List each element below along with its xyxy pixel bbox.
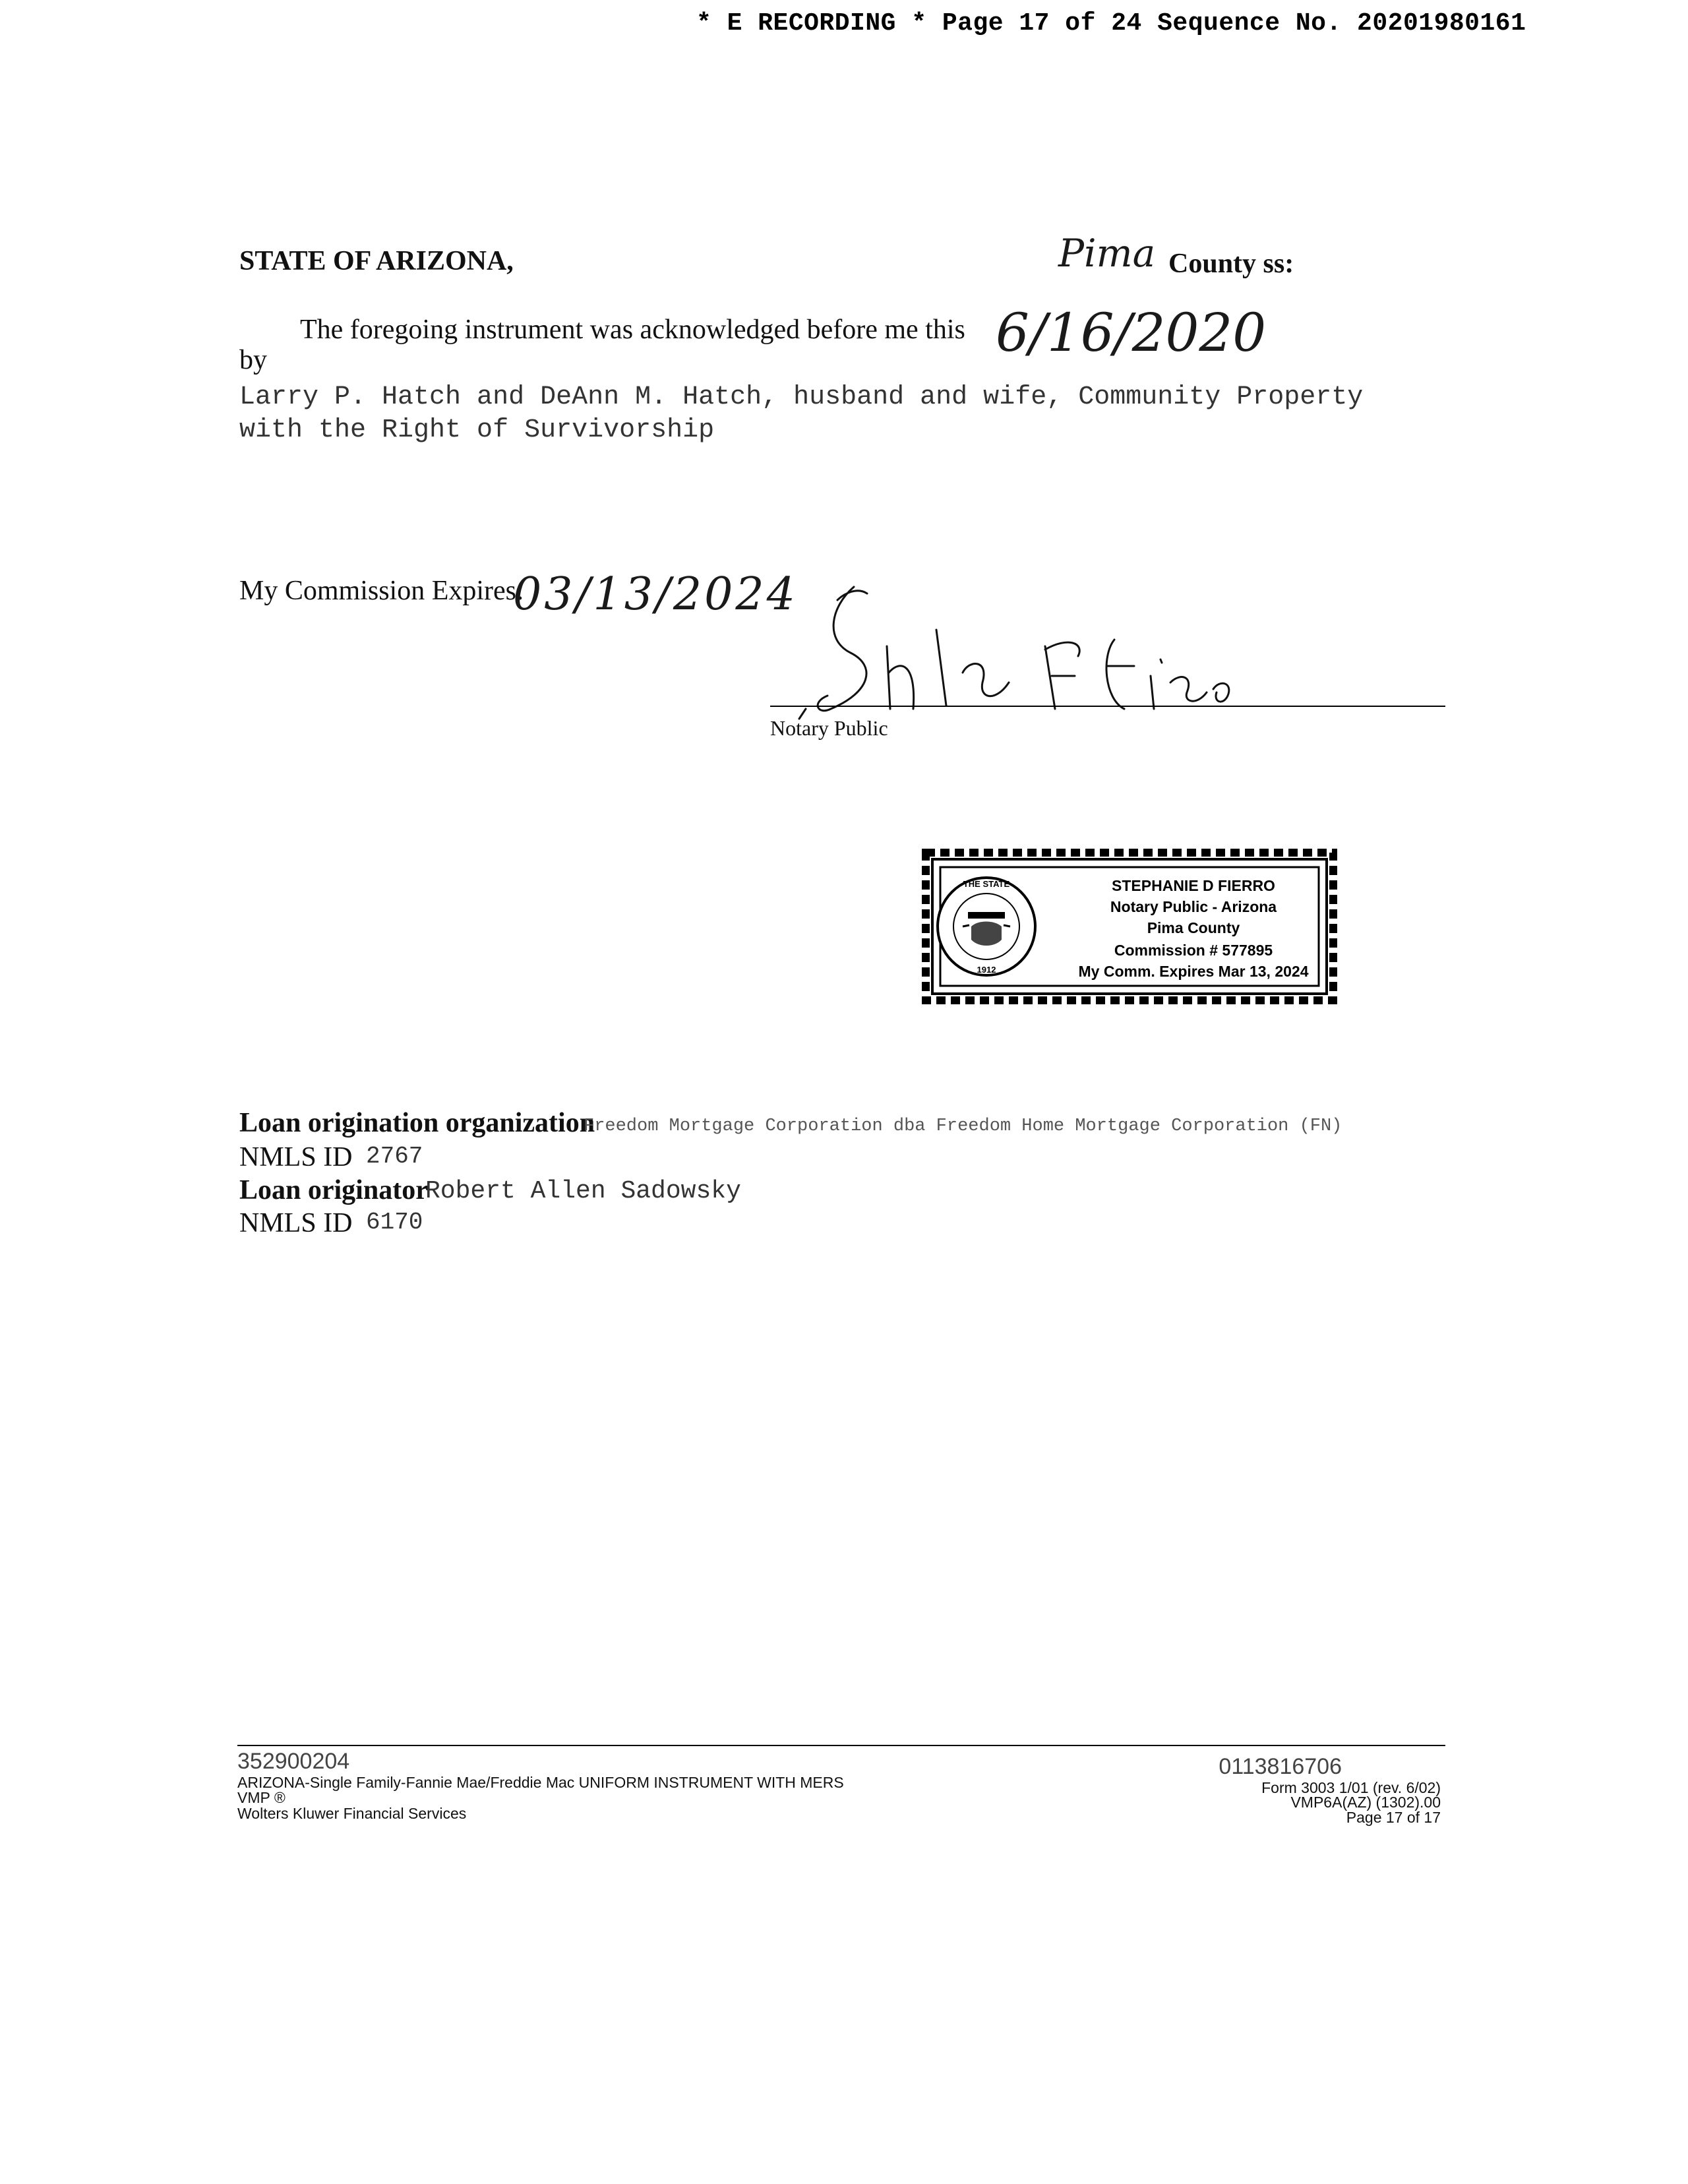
stamp-commission-number: Commission # 577895 bbox=[1114, 942, 1273, 959]
svg-text:1912: 1912 bbox=[977, 965, 996, 975]
stamp-notary-title: Notary Public - Arizona bbox=[1110, 898, 1277, 915]
nmls-id-label: NMLS ID bbox=[239, 1142, 353, 1172]
by-label: by bbox=[239, 345, 267, 375]
acknowledgment-text: The foregoing instrument was acknowledged before me this bbox=[300, 315, 965, 345]
footer-page-number: Page 17 of 17 bbox=[1346, 1809, 1441, 1826]
footer-publisher: Wolters Kluwer Financial Services bbox=[237, 1805, 467, 1822]
footer-document-number: 0113816706 bbox=[1219, 1754, 1342, 1779]
parties-line-2: with the Right of Survivorship bbox=[239, 415, 715, 445]
loan-originator-label: Loan originator bbox=[239, 1175, 428, 1205]
arizona-seal-icon bbox=[938, 878, 1035, 975]
notary-signature bbox=[791, 567, 1253, 739]
footer-loan-number: 352900204 bbox=[237, 1749, 350, 1774]
footer-form-title: ARIZONA-Single Family-Fannie Mae/Freddie Mac UNIFORM INSTRUMENT WITH MERS bbox=[237, 1774, 844, 1791]
nmls-id-label: NMLS ID bbox=[239, 1208, 353, 1238]
notary-public-label: Notary Public bbox=[770, 716, 888, 740]
state-label: STATE OF ARIZONA, bbox=[239, 246, 514, 276]
svg-text:THE STATE: THE STATE bbox=[963, 879, 1010, 889]
recording-header: * E RECORDING * Page 17 of 24 Sequence No. 20201980161 bbox=[696, 9, 1526, 38]
loan-org-label: Loan origination organization bbox=[239, 1108, 595, 1138]
commission-date-handwritten: 03/13/2024 bbox=[513, 568, 798, 621]
stamp-county: Pima County bbox=[1147, 919, 1240, 936]
footer-rule bbox=[237, 1745, 1445, 1746]
footer-form-code: VMP6A(AZ) (1302).00 bbox=[1290, 1794, 1441, 1811]
loan-org-value: Freedom Mortgage Corporation dba Freedom Home Mortgage Corporation (FN) bbox=[584, 1116, 1342, 1136]
acknowledgment-date-handwritten: 6/16/2020 bbox=[996, 302, 1267, 363]
county-label: County ss: bbox=[1168, 249, 1294, 279]
commission-expires-label: My Commission Expires: bbox=[239, 576, 524, 606]
stamp-expiration: My Comm. Expires Mar 13, 2024 bbox=[1078, 963, 1309, 980]
nmls-id-value: 2767 bbox=[366, 1143, 423, 1170]
county-handwritten: Pima bbox=[1058, 231, 1156, 276]
footer-vmp-mark: VMP ® bbox=[237, 1789, 286, 1806]
stamp-notary-name: STEPHANIE D FIERRO bbox=[1112, 877, 1275, 894]
footer-form-number: Form 3003 1/01 (rev. 6/02) bbox=[1261, 1779, 1441, 1796]
signature-line bbox=[770, 706, 1445, 707]
nmls-id-value: 6170 bbox=[366, 1209, 423, 1236]
parties-line-1: Larry P. Hatch and DeAnn M. Hatch, husband and wife, Community Property bbox=[239, 382, 1364, 412]
loan-originator-value: Robert Allen Sadowsky bbox=[425, 1177, 741, 1205]
